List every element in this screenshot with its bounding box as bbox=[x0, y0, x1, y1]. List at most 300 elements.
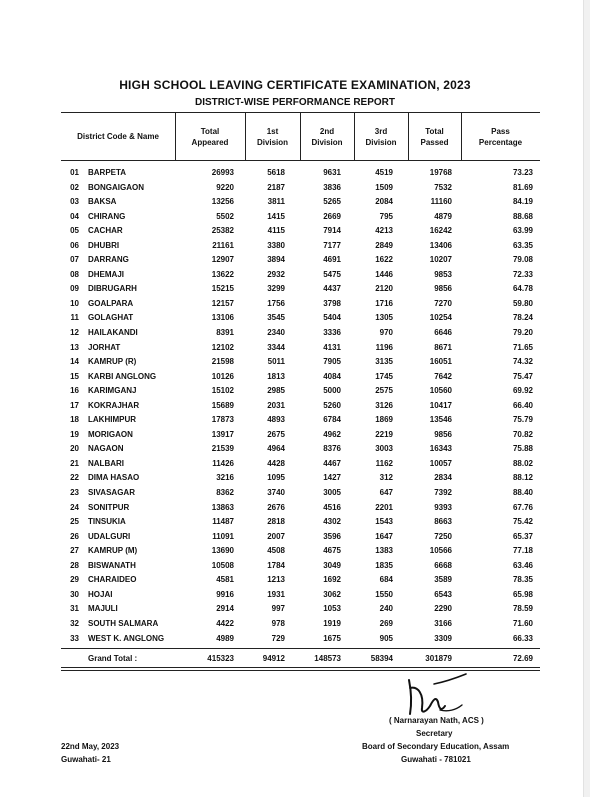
district-code: 01 bbox=[70, 168, 79, 177]
cell-pass-percentage: 88.68 bbox=[512, 211, 533, 221]
cell-pass-percentage: 75.88 bbox=[512, 444, 533, 454]
district-code: 15 bbox=[70, 371, 79, 381]
cell-total-passed: 8663 bbox=[434, 517, 452, 527]
cell-total-passed: 7532 bbox=[434, 182, 452, 192]
cell-first-division: 2676 bbox=[267, 502, 285, 512]
cell-third-division: 1550 bbox=[375, 589, 393, 599]
cell-pass-percentage: 63.99 bbox=[512, 226, 533, 236]
table-row bbox=[61, 617, 540, 632]
table-row bbox=[61, 297, 540, 312]
district-name: MAJULI bbox=[88, 604, 118, 614]
cell-first-division: 2031 bbox=[267, 400, 285, 410]
cell-second-division: 5404 bbox=[323, 313, 341, 323]
district-name: DIMA HASAO bbox=[88, 473, 140, 483]
cell-pass-percentage: 59.80 bbox=[512, 298, 533, 308]
cell-third-division: 1869 bbox=[375, 415, 393, 425]
district-name: TINSUKIA bbox=[88, 517, 126, 527]
cell-pass-percentage: 84.19 bbox=[512, 197, 533, 207]
table-row bbox=[61, 515, 540, 530]
cell-second-division: 4084 bbox=[323, 371, 341, 381]
table-row bbox=[61, 588, 540, 603]
signature-image bbox=[400, 672, 470, 718]
report-place: Guwahati- 21 bbox=[61, 755, 111, 764]
cell-appeared: 13917 bbox=[211, 429, 234, 439]
table-row bbox=[61, 370, 540, 385]
cell-third-division: 2849 bbox=[375, 240, 393, 250]
table-row bbox=[61, 413, 540, 428]
district-name: CHIRANG bbox=[88, 211, 126, 221]
cell-appeared: 3216 bbox=[216, 473, 234, 483]
cell-second-division: 5260 bbox=[323, 400, 341, 410]
cell-first-division: 2932 bbox=[267, 269, 285, 279]
cell-total-passed: 19768 bbox=[429, 168, 452, 177]
cell-total-passed: 7270 bbox=[434, 298, 452, 308]
cell-first-division: 2007 bbox=[267, 531, 285, 541]
grand-total-pct: 72.69 bbox=[512, 654, 533, 663]
cell-first-division: 3545 bbox=[267, 313, 285, 323]
cell-total-passed: 9856 bbox=[434, 284, 452, 294]
cell-total-passed: 3589 bbox=[434, 575, 452, 585]
cell-third-division: 2575 bbox=[375, 386, 393, 396]
cell-first-division: 3344 bbox=[267, 342, 285, 352]
organization-name: Board of Secondary Education, Assam bbox=[362, 742, 510, 751]
district-name: HOJAI bbox=[88, 589, 113, 599]
district-code: 07 bbox=[70, 255, 79, 265]
cell-first-division: 1931 bbox=[267, 589, 285, 599]
cell-total-passed: 10566 bbox=[429, 546, 452, 556]
cell-total-passed: 16242 bbox=[429, 226, 452, 236]
signatory-designation: Secretary bbox=[416, 729, 453, 738]
district-name: WEST K. ANGLONG bbox=[88, 633, 165, 643]
cell-appeared: 21539 bbox=[211, 444, 234, 454]
table-row bbox=[61, 544, 540, 559]
grand-total-label: Grand Total : bbox=[88, 654, 138, 663]
cell-second-division: 6784 bbox=[323, 415, 341, 425]
table-row bbox=[61, 399, 540, 414]
district-name: JORHAT bbox=[88, 342, 121, 352]
cell-first-division: 4964 bbox=[267, 444, 285, 454]
cell-pass-percentage: 66.40 bbox=[512, 400, 533, 410]
district-code: 05 bbox=[70, 226, 79, 236]
col-appeared-header: Total Appeared bbox=[191, 126, 229, 147]
district-code: 06 bbox=[70, 240, 79, 250]
cell-appeared: 15102 bbox=[211, 386, 234, 396]
table-header bbox=[61, 112, 540, 161]
district-name: GOLAGHAT bbox=[88, 313, 134, 323]
cell-second-division: 1692 bbox=[323, 575, 341, 585]
cell-second-division: 7905 bbox=[323, 357, 341, 367]
district-name: DHEMAJI bbox=[88, 269, 125, 279]
cell-appeared: 11091 bbox=[212, 531, 234, 541]
cell-pass-percentage: 71.65 bbox=[512, 342, 533, 352]
district-name: LAKHIMPUR bbox=[88, 415, 136, 425]
cell-third-division: 1716 bbox=[375, 298, 393, 308]
cell-third-division: 269 bbox=[379, 618, 393, 628]
table-row bbox=[61, 559, 540, 574]
district-code: 31 bbox=[70, 604, 79, 614]
district-name: UDALGURI bbox=[88, 531, 131, 541]
cell-appeared: 12907 bbox=[211, 255, 234, 265]
cell-third-division: 1196 bbox=[375, 342, 393, 352]
cell-pass-percentage: 78.59 bbox=[512, 604, 533, 614]
cell-appeared: 2914 bbox=[216, 604, 234, 614]
cell-third-division: 240 bbox=[379, 604, 393, 614]
total-rule-bottom-1 bbox=[61, 667, 540, 668]
cell-second-division: 3049 bbox=[323, 560, 341, 570]
col-third-division-header: 3rd Division bbox=[365, 126, 397, 147]
cell-third-division: 2084 bbox=[375, 197, 393, 207]
cell-second-division: 1919 bbox=[323, 618, 341, 628]
cell-appeared: 13690 bbox=[211, 546, 234, 556]
cell-first-division: 2818 bbox=[267, 517, 285, 527]
district-code: 27 bbox=[70, 546, 79, 556]
cell-total-passed: 9856 bbox=[434, 429, 452, 439]
cell-total-passed: 2290 bbox=[434, 604, 452, 614]
cell-third-division: 905 bbox=[379, 633, 393, 643]
cell-third-division: 1162 bbox=[375, 458, 393, 468]
cell-first-division: 1756 bbox=[267, 298, 285, 308]
district-name: CHARAIDEO bbox=[88, 575, 137, 585]
district-name: KARBI ANGLONG bbox=[88, 371, 157, 381]
cell-third-division: 4519 bbox=[375, 168, 393, 177]
table-row bbox=[61, 224, 540, 239]
district-name: NALBARI bbox=[88, 458, 124, 468]
cell-pass-percentage: 78.35 bbox=[512, 575, 533, 585]
cell-appeared: 10126 bbox=[211, 371, 234, 381]
grand-total-appeared: 415323 bbox=[207, 654, 234, 663]
grand-total-row bbox=[61, 651, 540, 667]
table-body bbox=[61, 166, 540, 646]
cell-pass-percentage: 72.33 bbox=[512, 269, 533, 279]
cell-total-passed: 6646 bbox=[434, 328, 452, 338]
cell-third-division: 1305 bbox=[375, 313, 393, 323]
table-row bbox=[61, 268, 540, 283]
cell-appeared: 12157 bbox=[211, 298, 234, 308]
district-code: 13 bbox=[70, 342, 79, 352]
cell-third-division: 1543 bbox=[375, 517, 393, 527]
table-row bbox=[61, 253, 540, 268]
report-date: 22nd May, 2023 bbox=[61, 742, 120, 751]
cell-first-division: 2340 bbox=[267, 328, 285, 338]
cell-second-division: 9631 bbox=[323, 168, 341, 177]
cell-appeared: 15215 bbox=[211, 284, 234, 294]
cell-first-division: 3380 bbox=[267, 240, 285, 250]
cell-total-passed: 13546 bbox=[429, 415, 452, 425]
cell-pass-percentage: 88.12 bbox=[512, 473, 533, 483]
cell-pass-percentage: 67.76 bbox=[512, 502, 533, 512]
cell-total-passed: 10207 bbox=[429, 255, 452, 265]
district-code: 22 bbox=[70, 473, 79, 483]
grand-total-passed: 301879 bbox=[425, 654, 452, 663]
cell-appeared: 13622 bbox=[211, 269, 234, 279]
district-code: 33 bbox=[70, 633, 79, 643]
district-name: BONGAIGAON bbox=[88, 182, 144, 192]
district-name: DARRANG bbox=[88, 255, 129, 265]
district-name: KAMRUP (M) bbox=[88, 546, 138, 556]
cell-total-passed: 7642 bbox=[434, 371, 452, 381]
cell-appeared: 9916 bbox=[216, 589, 234, 599]
cell-first-division: 2187 bbox=[267, 182, 285, 192]
cell-third-division: 3003 bbox=[375, 444, 393, 454]
cell-third-division: 2201 bbox=[375, 502, 393, 512]
cell-total-passed: 10254 bbox=[429, 313, 452, 323]
cell-first-division: 2675 bbox=[267, 429, 285, 439]
table-row bbox=[61, 239, 540, 254]
cell-second-division: 2669 bbox=[323, 211, 341, 221]
page-edge bbox=[583, 0, 590, 797]
cell-pass-percentage: 75.42 bbox=[512, 517, 533, 527]
cell-first-division: 3299 bbox=[267, 284, 285, 294]
cell-appeared: 8362 bbox=[216, 488, 234, 498]
table-row bbox=[61, 486, 540, 501]
cell-second-division: 4437 bbox=[323, 284, 341, 294]
cell-second-division: 4302 bbox=[323, 517, 341, 527]
cell-total-passed: 10417 bbox=[429, 400, 452, 410]
total-rule-top bbox=[61, 648, 540, 649]
district-name: KAMRUP (R) bbox=[88, 357, 137, 367]
cell-second-division: 4675 bbox=[323, 546, 341, 556]
cell-appeared: 21161 bbox=[212, 240, 234, 250]
table-row bbox=[61, 326, 540, 341]
cell-second-division: 3005 bbox=[323, 488, 341, 498]
cell-appeared: 4581 bbox=[216, 575, 234, 585]
cell-appeared: 5502 bbox=[216, 211, 234, 221]
cell-third-division: 1509 bbox=[375, 182, 393, 192]
table-row bbox=[61, 341, 540, 356]
district-code: 30 bbox=[70, 589, 79, 599]
cell-third-division: 1383 bbox=[375, 546, 393, 556]
cell-appeared: 8391 bbox=[216, 328, 234, 338]
district-name: KOKRAJHAR bbox=[88, 400, 140, 410]
cell-appeared: 15689 bbox=[211, 400, 234, 410]
cell-pass-percentage: 75.47 bbox=[512, 371, 533, 381]
cell-total-passed: 13406 bbox=[429, 240, 452, 250]
table-row bbox=[61, 457, 540, 472]
cell-first-division: 3894 bbox=[267, 255, 285, 265]
table-row bbox=[61, 530, 540, 545]
district-code: 03 bbox=[70, 197, 79, 207]
district-code: 24 bbox=[70, 502, 79, 512]
cell-total-passed: 10560 bbox=[429, 386, 452, 396]
cell-second-division: 7914 bbox=[323, 226, 341, 236]
district-name: NAGAON bbox=[88, 444, 124, 454]
cell-first-division: 1813 bbox=[267, 371, 285, 381]
cell-pass-percentage: 79.08 bbox=[512, 255, 533, 265]
cell-second-division: 4691 bbox=[323, 255, 341, 265]
cell-appeared: 4989 bbox=[216, 633, 234, 643]
cell-first-division: 5618 bbox=[267, 168, 285, 177]
cell-pass-percentage: 65.37 bbox=[512, 531, 533, 541]
district-code: 20 bbox=[70, 444, 79, 454]
cell-third-division: 1745 bbox=[375, 371, 393, 381]
cell-appeared: 13106 bbox=[211, 313, 234, 323]
table-row bbox=[61, 311, 540, 326]
cell-pass-percentage: 63.35 bbox=[512, 240, 533, 250]
cell-third-division: 1622 bbox=[375, 255, 393, 265]
cell-second-division: 4516 bbox=[323, 502, 341, 512]
district-code: 10 bbox=[70, 298, 79, 308]
cell-second-division: 3596 bbox=[323, 531, 341, 541]
signatory-name: ( Narnarayan Nath, ACS ) bbox=[389, 716, 484, 725]
district-code: 02 bbox=[70, 182, 79, 192]
cell-second-division: 4962 bbox=[323, 429, 341, 439]
table-row bbox=[61, 602, 540, 617]
cell-pass-percentage: 75.79 bbox=[512, 415, 533, 425]
cell-third-division: 1835 bbox=[375, 560, 393, 570]
cell-pass-percentage: 66.33 bbox=[512, 633, 533, 643]
table-row bbox=[61, 501, 540, 516]
table-row bbox=[61, 181, 540, 196]
cell-third-division: 312 bbox=[379, 473, 393, 483]
district-name: SONITPUR bbox=[88, 502, 130, 512]
cell-appeared: 11487 bbox=[212, 517, 234, 527]
table-row bbox=[61, 428, 540, 443]
cell-total-passed: 16343 bbox=[429, 444, 452, 454]
cell-pass-percentage: 65.98 bbox=[512, 589, 533, 599]
district-code: 14 bbox=[70, 357, 79, 367]
district-name: DHUBRI bbox=[88, 240, 120, 250]
table-row bbox=[61, 632, 540, 647]
district-code: 11 bbox=[70, 313, 79, 323]
district-code: 32 bbox=[70, 618, 79, 628]
table-row bbox=[61, 471, 540, 486]
cell-third-division: 684 bbox=[379, 575, 393, 585]
cell-total-passed: 4879 bbox=[434, 211, 452, 221]
cell-total-passed: 8671 bbox=[434, 342, 452, 352]
cell-pass-percentage: 63.46 bbox=[512, 560, 533, 570]
cell-appeared: 13256 bbox=[211, 197, 234, 207]
cell-first-division: 3740 bbox=[267, 488, 285, 498]
cell-total-passed: 3309 bbox=[434, 633, 452, 643]
cell-second-division: 1427 bbox=[323, 473, 341, 483]
cell-total-passed: 9853 bbox=[434, 269, 452, 279]
cell-second-division: 4131 bbox=[323, 342, 341, 352]
district-code: 28 bbox=[70, 560, 79, 570]
col-second-division-header: 2nd Division bbox=[311, 126, 343, 147]
table-row bbox=[61, 573, 540, 588]
district-name: CACHAR bbox=[88, 226, 123, 236]
cell-pass-percentage: 88.02 bbox=[512, 458, 533, 468]
cell-first-division: 4115 bbox=[267, 226, 285, 236]
cell-first-division: 729 bbox=[271, 633, 285, 643]
cell-third-division: 2219 bbox=[375, 429, 393, 439]
cell-appeared: 21598 bbox=[211, 357, 234, 367]
cell-pass-percentage: 64.78 bbox=[512, 284, 533, 294]
grand-total-first: 94912 bbox=[262, 654, 285, 663]
table-row bbox=[61, 282, 540, 297]
cell-first-division: 4893 bbox=[267, 415, 285, 425]
cell-total-passed: 6668 bbox=[434, 560, 452, 570]
cell-total-passed: 9393 bbox=[434, 502, 452, 512]
cell-third-division: 4213 bbox=[375, 226, 393, 236]
cell-second-division: 1053 bbox=[323, 604, 341, 614]
organization-address: Guwahati - 781021 bbox=[401, 755, 471, 764]
district-name: BISWANATH bbox=[88, 560, 136, 570]
cell-third-division: 970 bbox=[379, 328, 393, 338]
cell-total-passed: 16051 bbox=[429, 357, 452, 367]
cell-first-division: 1784 bbox=[267, 560, 285, 570]
district-code: 12 bbox=[70, 328, 79, 338]
cell-total-passed: 3166 bbox=[434, 618, 452, 628]
district-name: DIBRUGARH bbox=[88, 284, 137, 294]
district-code: 21 bbox=[70, 458, 79, 468]
cell-appeared: 11426 bbox=[212, 458, 234, 468]
cell-appeared: 17873 bbox=[211, 415, 234, 425]
cell-appeared: 10508 bbox=[211, 560, 234, 570]
cell-second-division: 3062 bbox=[323, 589, 341, 599]
district-code: 09 bbox=[70, 284, 79, 294]
cell-first-division: 5011 bbox=[267, 357, 285, 367]
cell-second-division: 5265 bbox=[323, 197, 341, 207]
cell-third-division: 1647 bbox=[375, 531, 393, 541]
cell-first-division: 1213 bbox=[267, 575, 285, 585]
cell-third-division: 2120 bbox=[375, 284, 393, 294]
district-code: 19 bbox=[70, 429, 79, 439]
cell-appeared: 9220 bbox=[216, 182, 234, 192]
table-row bbox=[61, 166, 540, 181]
district-code: 26 bbox=[70, 531, 79, 541]
cell-pass-percentage: 88.40 bbox=[512, 488, 533, 498]
cell-pass-percentage: 69.92 bbox=[512, 386, 533, 396]
report-title: HIGH SCHOOL LEAVING CERTIFICATE EXAMINATION, 2023 bbox=[119, 78, 471, 92]
cell-second-division: 5000 bbox=[323, 386, 341, 396]
cell-first-division: 1415 bbox=[267, 211, 285, 221]
cell-appeared: 12102 bbox=[211, 342, 234, 352]
report-subtitle: DISTRICT-WISE PERFORMANCE REPORT bbox=[194, 97, 395, 108]
total-rule-bottom-2 bbox=[61, 670, 540, 671]
cell-total-passed: 7392 bbox=[434, 488, 452, 498]
district-name: SOUTH SALMARA bbox=[88, 618, 159, 628]
district-code: 18 bbox=[70, 415, 79, 425]
col-total-passed-header: Total Passed bbox=[420, 126, 449, 147]
district-code: 29 bbox=[70, 575, 79, 585]
cell-pass-percentage: 73.23 bbox=[512, 168, 533, 177]
district-name: GOALPARA bbox=[88, 298, 134, 308]
cell-total-passed: 7250 bbox=[434, 531, 452, 541]
cell-third-division: 647 bbox=[379, 488, 393, 498]
cell-first-division: 2985 bbox=[267, 386, 285, 396]
district-name: SIVASAGAR bbox=[88, 488, 135, 498]
cell-first-division: 4428 bbox=[267, 458, 285, 468]
cell-pass-percentage: 70.82 bbox=[512, 429, 533, 439]
cell-third-division: 3135 bbox=[375, 357, 393, 367]
cell-second-division: 3336 bbox=[323, 328, 341, 338]
district-name: HAILAKANDI bbox=[88, 328, 138, 338]
district-code: 08 bbox=[70, 269, 79, 279]
col-district-header: District Code & Name bbox=[77, 132, 159, 141]
cell-second-division: 3798 bbox=[323, 298, 341, 308]
cell-pass-percentage: 74.32 bbox=[512, 357, 533, 367]
grand-total-third: 58394 bbox=[370, 654, 393, 663]
district-code: 25 bbox=[70, 517, 79, 527]
district-code: 16 bbox=[70, 386, 79, 396]
cell-first-division: 3811 bbox=[267, 197, 285, 207]
cell-total-passed: 2834 bbox=[434, 473, 452, 483]
table-row bbox=[61, 355, 540, 370]
table-row bbox=[61, 384, 540, 399]
cell-first-division: 997 bbox=[271, 604, 285, 614]
cell-first-division: 4508 bbox=[267, 546, 285, 556]
cell-second-division: 3836 bbox=[323, 182, 341, 192]
district-name: KARIMGANJ bbox=[88, 386, 137, 396]
cell-pass-percentage: 79.20 bbox=[512, 328, 533, 338]
cell-first-division: 978 bbox=[271, 618, 285, 628]
col-pass-percentage-header: Pass Percentage bbox=[478, 126, 523, 147]
cell-pass-percentage: 81.69 bbox=[512, 182, 533, 192]
cell-third-division: 3126 bbox=[375, 400, 393, 410]
cell-total-passed: 10057 bbox=[429, 458, 452, 468]
table-row bbox=[61, 195, 540, 210]
